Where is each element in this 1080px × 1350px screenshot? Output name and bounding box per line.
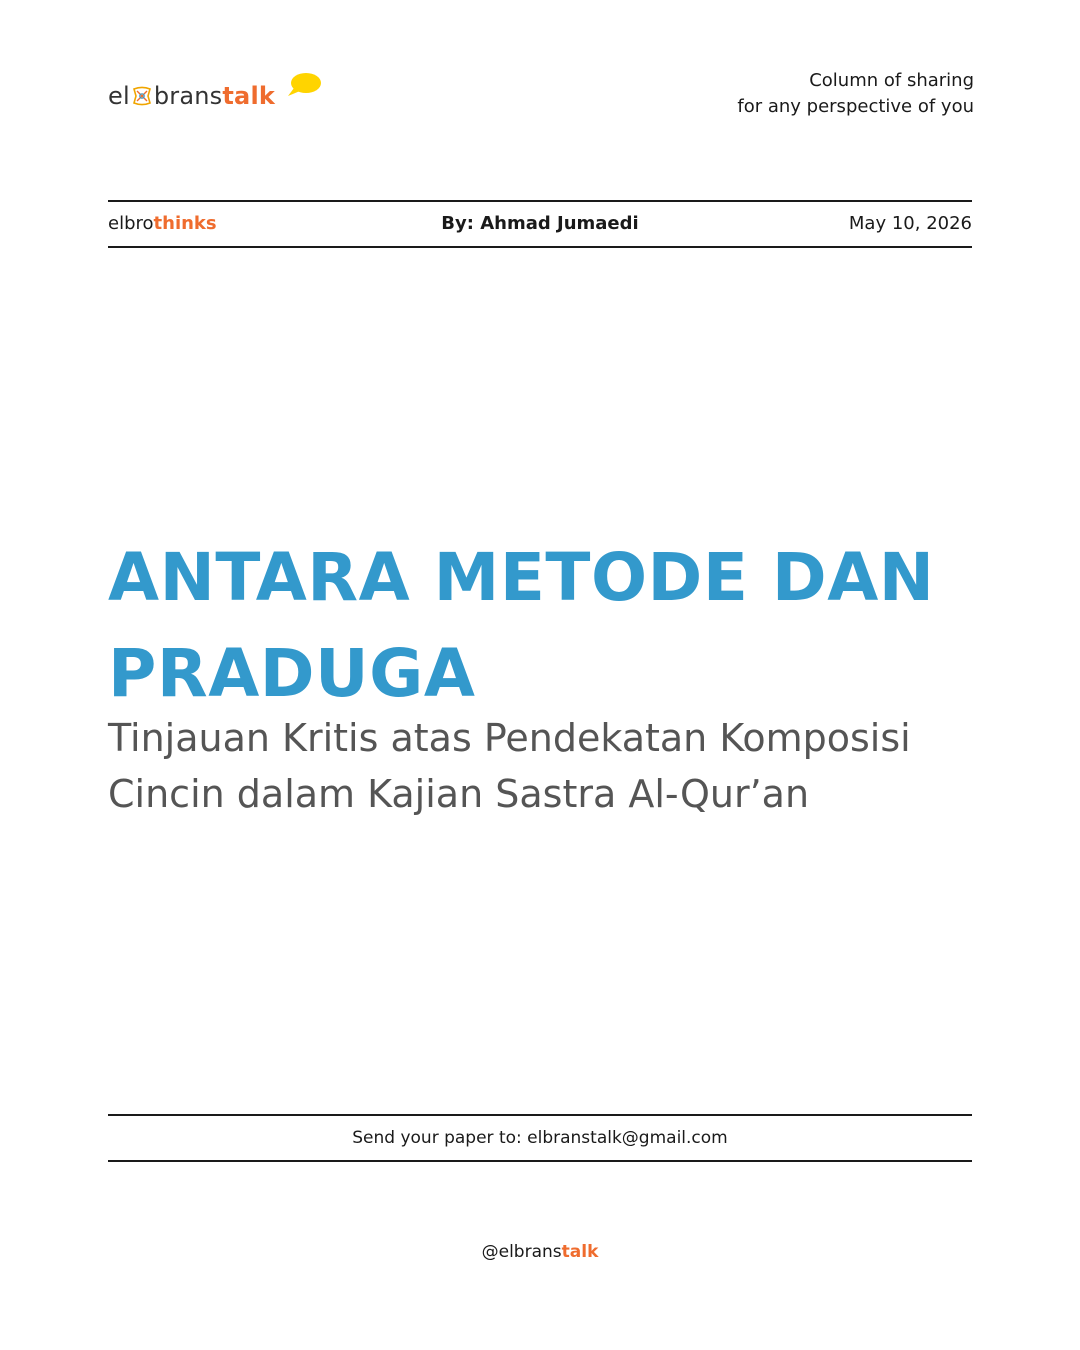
article-subtitle: Tinjauan Kritis atas Pendekatan Komposisi Cincin dalam Kajian Sastra Al-Qur’an: [108, 716, 911, 816]
logo-accent: talk: [222, 82, 276, 110]
article-title: ANTARA METODE DAN PRADUGA: [108, 539, 935, 712]
tagline-line-2: for any perspective of you: [737, 96, 974, 117]
chain-link-mark-icon: [131, 85, 153, 107]
logo-prefix: el: [108, 82, 130, 110]
brand-logo: [108, 72, 318, 114]
submission-text: Send your paper to: elbranstalk@gmail.com: [352, 1128, 728, 1148]
social-handle: [0, 1240, 1080, 1264]
handle-prefix: @elbrans: [481, 1242, 562, 1262]
author-byline: By: Ahmad Jumaedi: [441, 213, 639, 234]
handle-accent: talk: [561, 1242, 599, 1262]
meta-bar: [108, 200, 972, 248]
tagline-line-1: Column of sharing: [809, 70, 974, 91]
logo-wordmark: [108, 82, 275, 110]
submission-bar: [108, 1114, 972, 1162]
logo-middle: brans: [153, 82, 223, 110]
tagline: [737, 68, 974, 120]
publish-date: May 10, 2026: [848, 213, 972, 234]
section-prefix: elbro: [108, 213, 154, 234]
section-accent: thinks: [153, 213, 217, 234]
speech-bubble-icon: [286, 72, 322, 98]
